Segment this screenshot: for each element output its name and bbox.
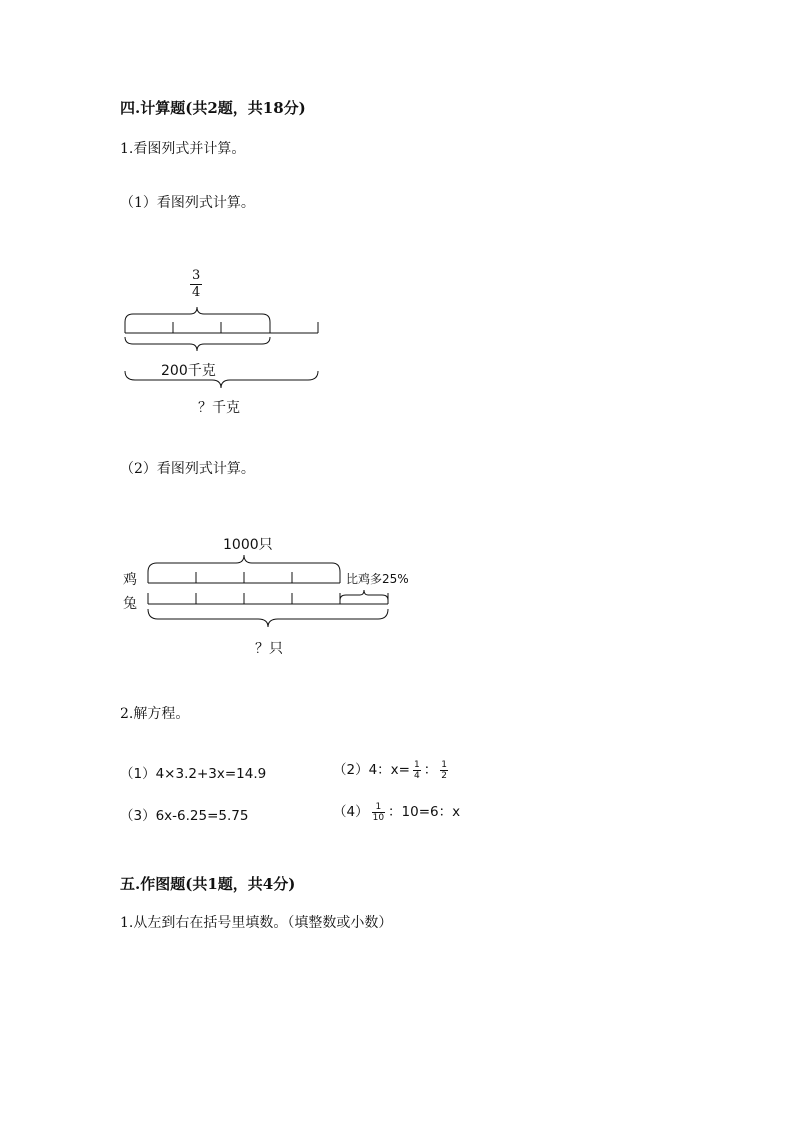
section-title-5: 五.作图题(共1题，共4分) [120, 875, 296, 893]
fraction-denominator: 4 [413, 770, 420, 781]
equation-1: （1）4×3.2+3x=14.9 [120, 766, 267, 782]
diagram2-top-label: 1000只 [223, 537, 273, 553]
equation-4-suffix: ：10=6：x [388, 804, 461, 820]
equation-2-fraction-2 [440, 760, 448, 781]
part-1-label: （1）看图列式计算。 [120, 195, 255, 211]
equation-2-separator: ： [423, 762, 438, 778]
diagram2-whole-brace [148, 609, 388, 627]
equation-2-prefix: （2）4：x= [333, 762, 410, 778]
diagram1-known-label: 200千克 [161, 363, 216, 379]
diagram1-brace-known [125, 337, 270, 351]
section5-question-1-label: 1.从左到右在括号里填数。（填整数或小数） [120, 915, 393, 931]
diagram1-unknown-label: ？千克 [198, 400, 240, 416]
diagram2-chicken-label: 鸡 [123, 572, 137, 588]
equation-2 [333, 758, 451, 782]
equation-3: （3）6x-6.25=5.75 [120, 808, 249, 824]
equation-4-prefix: （4） [333, 804, 369, 820]
fraction-numerator: 1 [413, 759, 420, 770]
fraction-numerator: 1 [441, 759, 447, 770]
diagram1-fraction-denominator: 4 [192, 285, 201, 300]
equation-2-fraction-1 [413, 760, 421, 781]
diagram2-top-brace [148, 555, 340, 572]
diagram1-top-brace [125, 307, 270, 322]
question-1-label: 1.看图列式并计算。 [120, 141, 246, 157]
diagram2-unknown-label: ？只 [255, 641, 283, 657]
diagram2-extra-brace [340, 590, 388, 600]
diagram2-extra-label: 比鸡多25% [346, 572, 409, 586]
diagram1-fraction-numerator: 3 [192, 268, 201, 283]
diagram2-rabbit-label: 兔 [123, 596, 137, 612]
part-2-label: （2）看图列式计算。 [120, 461, 255, 477]
fraction-denominator: 10 [372, 812, 385, 823]
diagram1-brace-whole [125, 371, 318, 388]
fraction-denominator: 2 [441, 770, 447, 781]
equation-4 [333, 800, 460, 824]
equation-4-fraction [372, 802, 385, 823]
fraction-numerator: 1 [372, 802, 385, 813]
section-title-4: 四.计算题(共2题，共18分) [120, 99, 306, 117]
question-2-label: 2.解方程。 [120, 706, 190, 722]
